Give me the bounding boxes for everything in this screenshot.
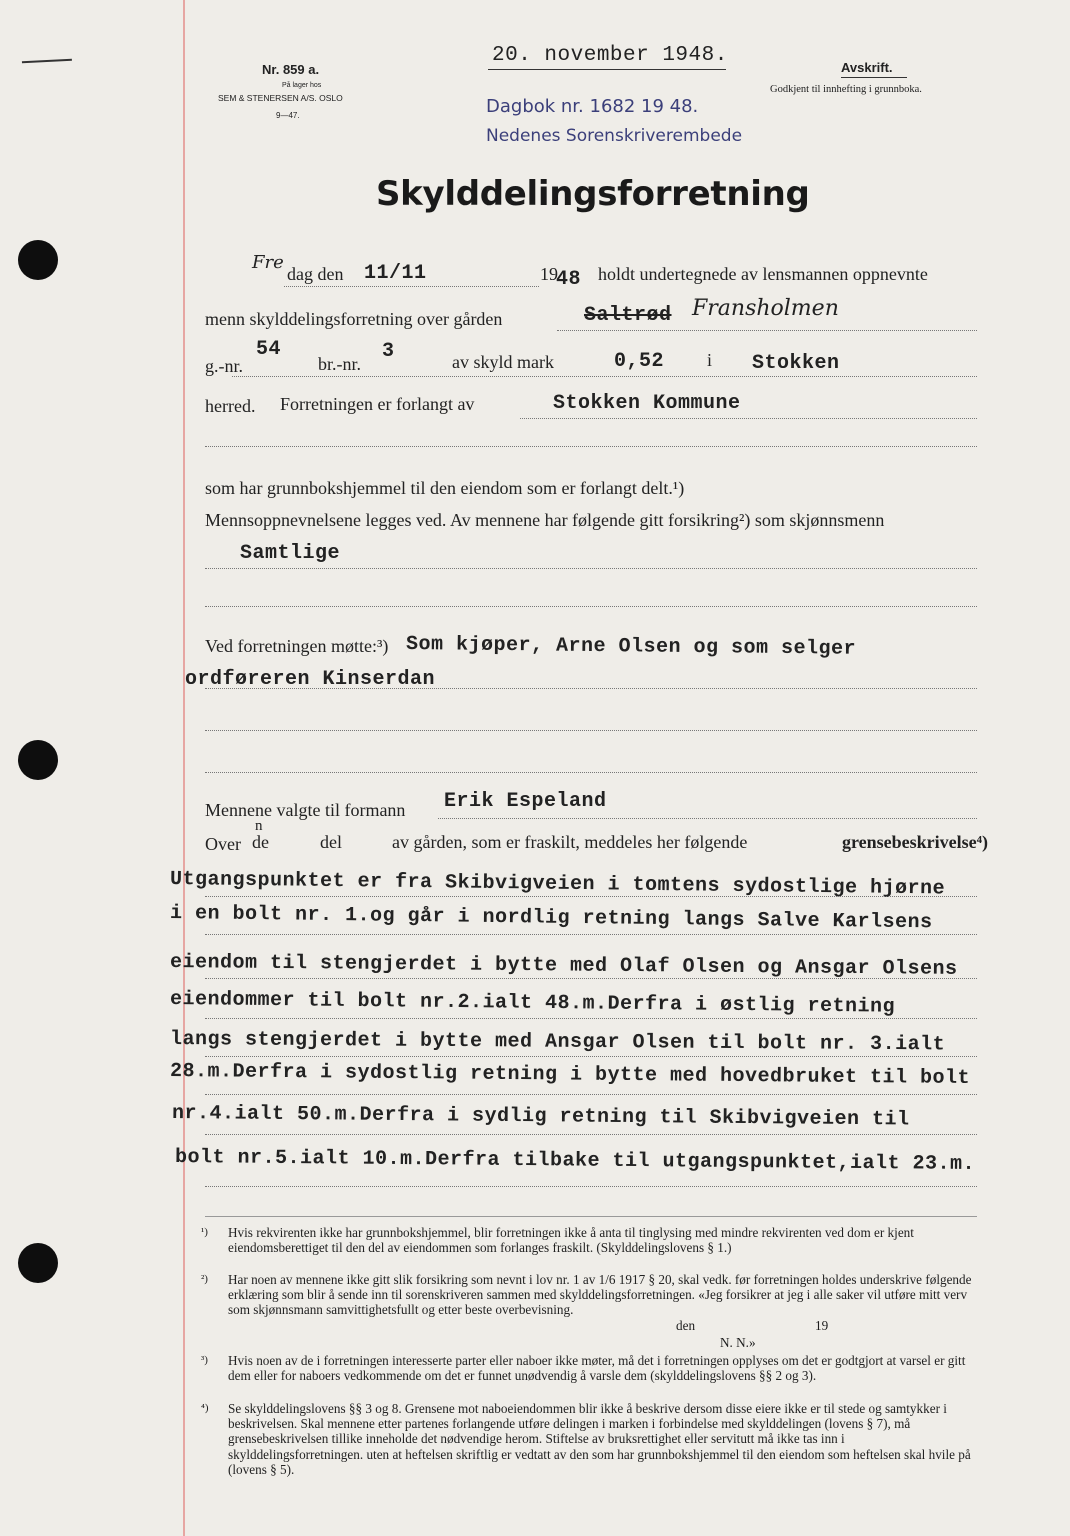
gnr-label: g.-nr.	[205, 356, 243, 376]
footnote-year-label: 19	[815, 1318, 829, 1333]
fill-line	[205, 896, 977, 897]
appointed-men: Samtlige	[240, 542, 341, 565]
bnr-label: br.-nr.	[318, 354, 361, 374]
boundary-line: langs stengjerdet i bytte med Ansgar Olsen til bolt nr. 3.ialt	[169, 1028, 946, 1057]
split-text: av gården, som er fraskilt, meddeles her følgende	[392, 832, 748, 852]
footnote-number: ¹)	[201, 1226, 208, 1238]
chairman-label: Mennene valgte til formann	[205, 800, 406, 820]
over-label: Over	[205, 834, 241, 854]
over-superscript: n	[255, 818, 263, 834]
fill-line	[205, 1134, 977, 1135]
fill-line	[205, 688, 977, 689]
fill-line	[205, 606, 977, 607]
boundary-line: eiendommer til bolt nr.2.ialt 48.m.Derfra i østlig retning	[169, 988, 896, 1019]
punch-hole	[18, 240, 58, 280]
fill-line	[284, 286, 539, 287]
gnr-value: 54	[256, 338, 282, 361]
attended-line-2: ordføreren Kinserdan	[185, 668, 436, 691]
fill-line	[232, 376, 977, 377]
fill-line	[438, 818, 977, 819]
del-label: del	[320, 832, 342, 852]
footnote-text: Har noen av mennene ikke gitt slik forsikring som nevnt i lov nr. 1 av 1/6 1917 § 20, skal vedk. før forretningen holdes underskrive følgende erklæring som blir å sende inn til sorenskriveren sammen med skylddelingsforretningen. «Jeg forsikrer at jeg i alle saker vil utføre mitt verv som skjønnsmann samvittighetsfullt og etter beste overbevisning.	[228, 1272, 972, 1318]
fill-line	[205, 1018, 977, 1019]
publisher: SEM & STENERSEN A/S. OSLO	[218, 93, 343, 103]
municipality: Stokken	[752, 352, 840, 375]
fill-line	[557, 330, 977, 331]
footnote	[201, 1353, 977, 1384]
document-date: 20. november 1948.	[492, 44, 728, 67]
fill-line	[205, 730, 977, 731]
chairman-name: Erik Espeland	[444, 790, 607, 813]
date-underline	[488, 69, 726, 70]
fill-line	[205, 1186, 977, 1187]
footnote-number: ³)	[201, 1354, 208, 1366]
i-label: i	[707, 350, 713, 370]
approval-note: Godkjent til innhefting i grunnboka.	[770, 84, 922, 95]
fill-line	[205, 978, 977, 979]
boundary-line: i en bolt nr. 1.og går i nordlig retning langs Salve Karlsens	[169, 902, 933, 935]
fill-line	[205, 772, 977, 773]
footnote	[201, 1225, 977, 1256]
herred-label: herred.	[205, 396, 256, 416]
boundary-line: nr.4.ialt 50.m.Derfra i sydlig retning til Skibvigveien til	[171, 1102, 910, 1132]
margin-line	[183, 0, 185, 1536]
footnote-number: ⁴)	[201, 1402, 209, 1414]
farm-name: Fransholmen	[692, 296, 839, 321]
attended-label: Ved forretningen møtte:³)	[205, 636, 389, 656]
footnote-divider	[205, 1216, 977, 1217]
footnote	[201, 1272, 977, 1318]
boundary-line: bolt nr.5.ialt 10.m.Derfra tilbake til utgangspunktet,ialt 23.m.	[174, 1146, 976, 1176]
pen-mark	[22, 59, 72, 67]
copy-underline	[841, 77, 907, 78]
footnote-number: ²)	[201, 1273, 208, 1285]
attended-line-1: Som kjøper, Arne Olsen og som selger	[405, 633, 857, 661]
footnote-text: Se skylddelingslovens §§ 3 og 8. Grensene mot naboeiendommen blir ikke å beskrive dersom disse eiere ikke er til stede og samtykker i beskrivelsen. Skal mennene etter partenes forlangende utføre delingen i marken i forbindelse med skylddelingen (lovens § 7), må grensebeskrivelsen tillike inneholde det nødvendige herom. Stiftelse av bruksrettighet eller servitutt må ikke tas inn i skylddelingsforretningen. uten at heftelsen skriftlig er vedtatt av den som har grunnbokshjemmel til den eiendom som heftelsen skal hvile på (lovens § 5).	[228, 1401, 971, 1477]
fill-line	[205, 1094, 977, 1095]
appointment-text: Mennsoppnevnelsene legges ved. Av mennene har følgende gitt forsikring²) som skjønnsmenn	[205, 510, 885, 530]
footnote-text: Hvis rekvirenten ikke har grunnbokshjemmel, blir forretningen ikke å anta til tinglysing med mindre rekvirenten ved dom er kjent eiendomsberettiget til den del av eiendommen som forlanges fraskilt. (Skylddelingslovens § 1.)	[228, 1225, 914, 1256]
fill-line	[205, 568, 977, 569]
day-label: dag den	[287, 264, 344, 284]
page-title: Skylddelingsforretning	[376, 174, 810, 214]
fill-line	[205, 1056, 977, 1057]
boundary-line: eiendom til stengjerdet i bytte med Olaf Olsen og Ansgar Olsens	[169, 951, 958, 981]
skyld-label: av skyld mark	[452, 352, 554, 372]
requested-by: Stokken Kommune	[553, 392, 741, 415]
publisher-prefix: På lager hos	[282, 82, 322, 89]
de-label: de	[252, 832, 269, 852]
fill-line	[205, 446, 977, 447]
requested-label: Forretningen er forlangt av	[280, 394, 475, 414]
farm-struck: Saltrød	[584, 304, 672, 327]
year-value: 48	[556, 268, 582, 291]
day-value: 11/11	[364, 262, 427, 285]
footnote	[201, 1401, 977, 1477]
footnote-text: Hvis noen av de i forretningen interesserte parter eller naboer ikke møter, må det i forretningen opplyses om det er godtgjort at varsel er gitt dem eller for naboers vedkommende om det er funnet unødvendig å varsle dem (skylddelingslovens §§ 2 og 3).	[228, 1353, 966, 1384]
print-code: 9—47.	[276, 111, 300, 120]
punch-hole	[18, 740, 58, 780]
footnote-place-label: den	[676, 1318, 696, 1333]
boundary-label: grensebeskrivelse⁴)	[842, 832, 989, 852]
year-prefix: 19	[540, 264, 558, 284]
office-stamp: Nedenes Sorenskriverembede	[486, 126, 743, 146]
copy-label: Avskrift.	[841, 60, 893, 75]
boundary-line: Utgangspunktet er fra Skibvigveien i tomtens sydostlige hjørne	[169, 868, 946, 901]
weekday-prefix: Fre	[252, 252, 284, 273]
fill-line	[520, 418, 977, 419]
bnr-value: 3	[382, 340, 395, 363]
men-text: menn skylddelingsforretning over gården	[205, 309, 503, 329]
journal-stamp: Dagbok nr. 1682 19 48.	[486, 96, 699, 117]
skyld-value: 0,52	[614, 350, 665, 373]
punch-hole	[18, 1243, 58, 1283]
boundary-line: 28.m.Derfra i sydostlig retning i bytte med hovedbruket til bolt	[169, 1060, 971, 1090]
fill-line	[205, 934, 977, 935]
hjemmel-text: som har grunnbokshjemmel til den eiendom som er forlangt delt.¹)	[205, 478, 685, 498]
form-number: Nr. 859 a.	[262, 62, 320, 77]
footnote-signature: N. N.»	[720, 1335, 756, 1350]
held-text: holdt undertegnede av lensmannen oppnevnte	[598, 264, 928, 284]
